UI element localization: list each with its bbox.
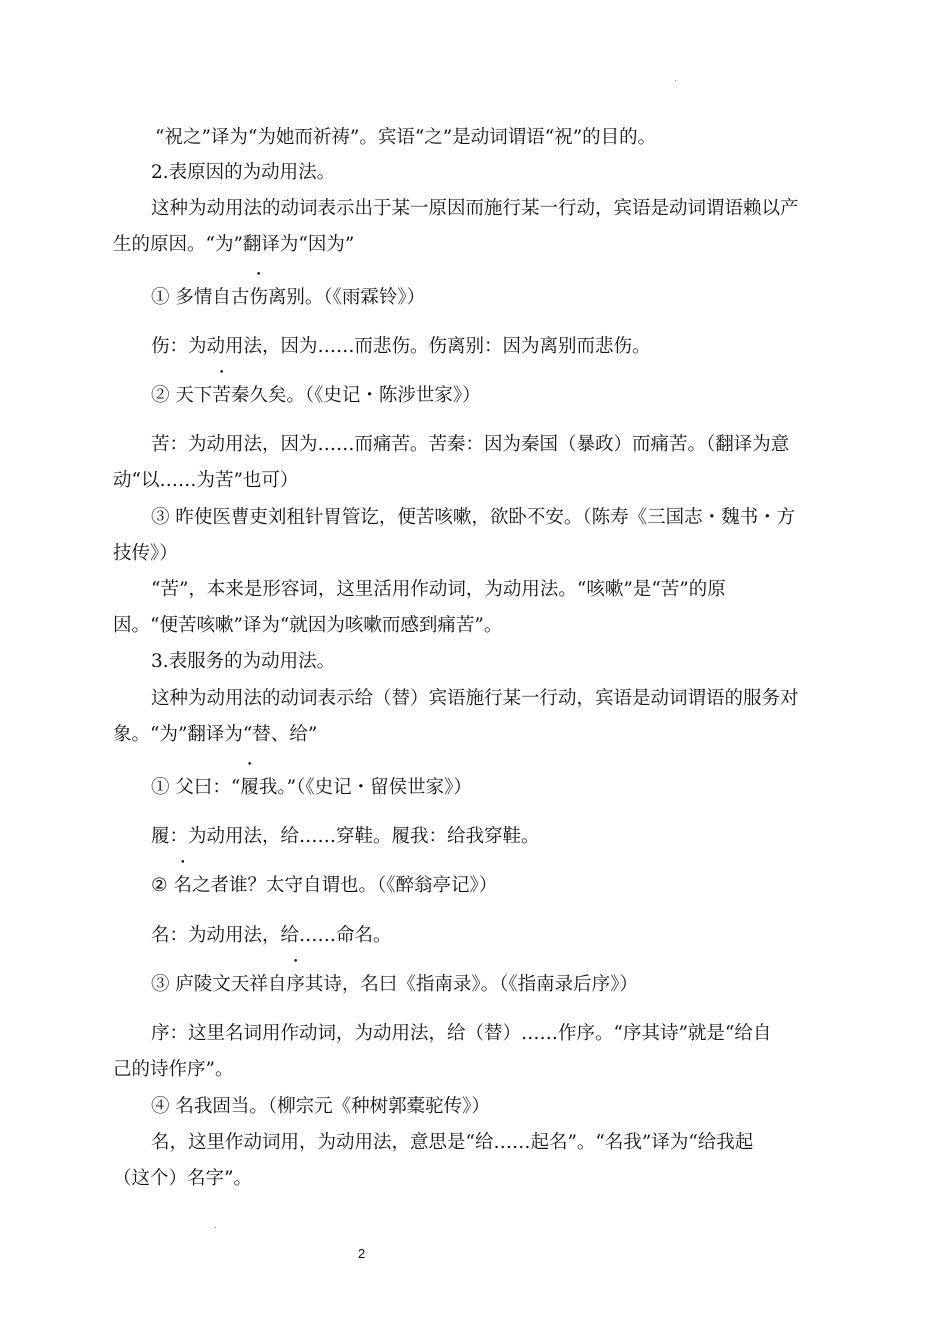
text-line: 名：为动用法，给……命名。	[151, 925, 392, 946]
text-line: 履：为动用法，给……穿鞋。履我：给我穿鞋。	[151, 826, 540, 847]
example-line: ② 名之者谁？太守自谓也。（《醉翁亭记》）	[151, 875, 498, 896]
text-line: 伤：为动用法，因为……而悲伤。伤离别：因为离别而悲伤。	[151, 336, 651, 357]
text-line: 己的诗作序”。	[113, 1059, 234, 1080]
text-line: 因。“便苦咳嗽”译为“就因为咳嗽而感到痛苦”。	[113, 615, 503, 636]
example-line: ③ 庐陵文天祥自序其诗，名曰《指南录》。（《指南录后序》）	[151, 974, 638, 995]
example-line: ① 多情自古伤离别。（《雨霖铃》）	[151, 287, 426, 308]
emphasized-character: 履	[240, 777, 259, 798]
section-heading: 2.表原因的为动用法。	[151, 162, 336, 183]
scan-speck	[215, 1227, 216, 1228]
text-line: 苦：为动用法，因为……而痛苦。苦秦：因为秦国（暴政）而痛苦。（翻译为意	[151, 434, 790, 455]
emphasized-character: 伤	[249, 287, 268, 308]
example-line: ② 天下苦秦久矣。（《史记・陈涉世家》）	[151, 385, 481, 406]
scan-speck	[675, 80, 676, 81]
text-line: 动“以……为苦”也可）	[113, 470, 299, 491]
emphasized-character: 序	[286, 974, 305, 995]
text-line: 名，这里作动词用，为动用法，意思是“给……起名”。“名我”译为“给我起	[151, 1132, 754, 1153]
emphasized-character: 苦	[212, 385, 231, 406]
text-line: “祝之”译为“为她而祈祷”。宾语“之”是动词谓语“祝”的目的。	[155, 127, 657, 148]
text-line: 这种为动用法的动词表示给（替）宾语施行某一行动，宾语是动词谓语的服务对	[151, 688, 799, 709]
text-line: 生的原因。“为”翻译为“因为”	[113, 234, 355, 255]
text-line: （这个）名字”。	[113, 1168, 252, 1189]
text-line: 象。“为”翻译为“替、给”	[113, 724, 318, 745]
example-line: ③ 昨使医曹吏刘租针胃管讫，便苦咳嗽，欲卧不安。（陈寿《三国志・魏书・方	[151, 507, 796, 528]
text-line: 这种为动用法的动词表示出于某一原因而施行某一行动，宾语是动词谓语赖以产	[151, 198, 799, 219]
emphasized-character: 名	[173, 875, 192, 896]
section-heading: 3.表服务的为动用法。	[151, 651, 336, 672]
page-number: 2	[358, 1246, 366, 1261]
example-line: ④ 名我固当。（柳宗元《种树郭橐驼传》）	[151, 1096, 490, 1117]
text-line: 序：这里名词用作动词，为动用法，给（替）……作序。“序其诗”就是“给自	[151, 1023, 772, 1044]
text-line: “苦”，本来是形容词，这里活用作动词，为动用法。“咳嗽”是“苦”的原	[151, 579, 726, 600]
text-line: 技传》）	[113, 543, 178, 564]
example-line: ① 父曰：“履我。”（《史记・留侯世家》）	[151, 777, 472, 798]
